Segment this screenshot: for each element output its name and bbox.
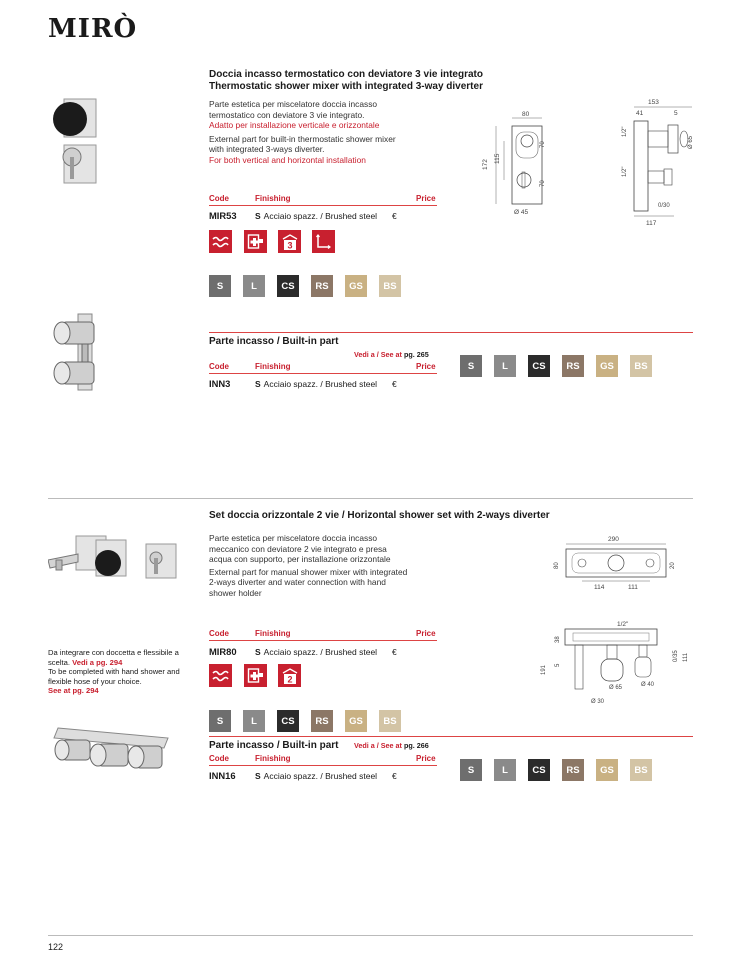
- price-currency: €: [392, 379, 397, 389]
- svg-text:1/2": 1/2": [617, 621, 629, 628]
- divider: [209, 205, 437, 206]
- section1-description: Parte estetica per miscelatore doccia incasso termostatico con deviatore 3 vie integrato. Adatto per installazione verticale e orizzontale External part for built-in thermostatic shower mixer with integrated 3-ways diverter. For both vertical and horizontal installation: [209, 99, 396, 165]
- product-code: INN16: [209, 770, 236, 781]
- swatch-rs: RS: [562, 355, 584, 377]
- code-header: Code: [209, 754, 229, 763]
- svg-text:1/2": 1/2": [622, 166, 628, 177]
- swatch-l: L: [243, 710, 265, 732]
- product-code: MIR53: [209, 210, 237, 221]
- code-header: Code: [209, 362, 229, 371]
- code-header: Code: [209, 194, 229, 203]
- svg-text:115: 115: [494, 153, 501, 164]
- swatch-bs: BS: [630, 759, 652, 781]
- svg-text:41: 41: [636, 110, 644, 117]
- svg-text:2: 2: [286, 674, 293, 684]
- hand-shower-note: Da integrare con doccetta e flessibile a scelta. Vedi a pg. 294 To be completed with hand shower and flexible hose of your choice. See at pg. 294: [48, 648, 180, 696]
- inn3-builtin-image: [48, 312, 104, 392]
- swatch-s: S: [209, 275, 231, 297]
- safety-stop-icon: [244, 664, 267, 687]
- finish-row: S Acciaio spazz. / Brushed steel: [255, 379, 378, 389]
- builtin2-title: Parte incasso / Built-in part: [209, 740, 339, 751]
- builtin2-see-at: Vedi a / See at pg. 266: [354, 741, 429, 750]
- finishing-header: Finishing: [255, 629, 291, 638]
- svg-text:114: 114: [594, 584, 605, 591]
- svg-text:117: 117: [646, 220, 657, 227]
- price-currency: €: [392, 647, 397, 657]
- divider: [209, 640, 437, 641]
- svg-text:Ø 40: Ø 40: [641, 682, 655, 688]
- finish-swatches: [209, 275, 409, 299]
- svg-text:0/35: 0/35: [673, 650, 679, 662]
- footer-divider: [48, 935, 693, 936]
- divider: [209, 736, 693, 737]
- swatch-gs: GS: [345, 710, 367, 732]
- price-currency: €: [392, 211, 397, 221]
- divider: [209, 765, 437, 766]
- svg-text:3: 3: [286, 240, 293, 250]
- finishing-header: Finishing: [255, 754, 291, 763]
- section2-description: Parte estetica per miscelatore doccia incasso meccanico con deviatore 2 vie integrato e presa acqua con supporto, per installazione orizzontale External part for manual shower mixer with integrated 2-ways diverter and water connection with hand shower holder: [209, 533, 408, 598]
- finishing-header: Finishing: [255, 362, 291, 371]
- mir53-product-image: [48, 95, 104, 191]
- swatch-bs: BS: [630, 355, 652, 377]
- 3-way-diverter-icon: [278, 230, 301, 253]
- svg-text:Ø 65: Ø 65: [609, 685, 623, 691]
- swatch-cs: CS: [277, 710, 299, 732]
- page-number: 122: [48, 942, 64, 952]
- code-header: Code: [209, 629, 229, 638]
- svg-text:Ø 65: Ø 65: [688, 135, 694, 149]
- divider: [209, 373, 437, 374]
- svg-text:70: 70: [540, 180, 546, 187]
- inn16-builtin-image: [48, 722, 172, 774]
- builtin1-title: Parte incasso / Built-in part: [209, 336, 339, 347]
- safety-stop-icon: [244, 230, 267, 253]
- svg-text:Ø 30: Ø 30: [591, 699, 605, 705]
- svg-text:5: 5: [555, 663, 561, 667]
- swatch-rs: RS: [562, 759, 584, 781]
- swatch-s: S: [209, 710, 231, 732]
- horizontal-front-drawing: [550, 533, 680, 595]
- svg-text:Ø 45: Ø 45: [514, 209, 529, 216]
- finish-row: S Acciaio spazz. / Brushed steel: [255, 211, 378, 221]
- swatch-cs: CS: [528, 759, 550, 781]
- thermostatic-icon: [209, 230, 232, 253]
- svg-text:80: 80: [554, 562, 560, 569]
- section-divider: [48, 498, 693, 499]
- horizontal-side-drawing: [535, 617, 695, 709]
- swatch-l: L: [243, 275, 265, 297]
- swatch-gs: GS: [345, 275, 367, 297]
- vertical-horizontal-icon: [312, 230, 335, 253]
- swatch-s: S: [460, 355, 482, 377]
- finish-swatches: [209, 710, 409, 734]
- mir80-product-image: [48, 528, 188, 584]
- svg-text:0/30: 0/30: [658, 203, 670, 209]
- price-currency: €: [392, 771, 397, 781]
- swatch-l: L: [494, 759, 516, 781]
- product-code: INN3: [209, 378, 231, 389]
- swatch-gs: GS: [596, 759, 618, 781]
- svg-text:111: 111: [683, 652, 689, 662]
- svg-text:191: 191: [541, 664, 547, 675]
- svg-text:5: 5: [674, 110, 678, 117]
- price-header: Price: [416, 754, 436, 763]
- swatch-rs: RS: [311, 275, 333, 297]
- svg-text:1/2": 1/2": [622, 126, 628, 137]
- svg-text:153: 153: [648, 99, 659, 106]
- finish-swatches: [460, 355, 660, 379]
- svg-text:38: 38: [555, 636, 561, 643]
- side-view-drawing: [608, 95, 698, 230]
- svg-text:70: 70: [540, 141, 546, 148]
- swatch-rs: RS: [311, 710, 333, 732]
- swatch-cs: CS: [277, 275, 299, 297]
- thermostatic-icon: [209, 664, 232, 687]
- svg-text:290: 290: [608, 536, 619, 543]
- price-header: Price: [416, 629, 436, 638]
- swatch-gs: GS: [596, 355, 618, 377]
- brand-logo: MIRÒ: [48, 14, 138, 44]
- price-header: Price: [416, 362, 436, 371]
- swatch-l: L: [494, 355, 516, 377]
- product-code: MIR80: [209, 646, 237, 657]
- 2-way-diverter-icon: [278, 664, 301, 687]
- svg-text:111: 111: [628, 584, 638, 591]
- finish-swatches: [460, 759, 660, 783]
- section2-title: Set doccia orizzontale 2 vie / Horizontal shower set with 2-ways diverter: [209, 510, 550, 521]
- swatch-cs: CS: [528, 355, 550, 377]
- finishing-header: Finishing: [255, 194, 291, 203]
- front-view-drawing: [474, 108, 584, 218]
- section1-title-it: Doccia incasso termostatico con deviatore 3 vie integrato: [209, 69, 483, 80]
- svg-text:20: 20: [670, 562, 676, 569]
- swatch-bs: BS: [379, 710, 401, 732]
- divider: [209, 332, 693, 333]
- svg-text:80: 80: [522, 111, 530, 118]
- section1-title-en: Thermostatic shower mixer with integrated 3-way diverter: [209, 81, 483, 92]
- finish-row: S Acciaio spazz. / Brushed steel: [255, 771, 378, 781]
- finish-row: S Acciaio spazz. / Brushed steel: [255, 647, 378, 657]
- price-header: Price: [416, 194, 436, 203]
- swatch-s: S: [460, 759, 482, 781]
- svg-text:172: 172: [482, 159, 489, 170]
- builtin1-see-at: Vedi a / See at pg. 265: [354, 350, 429, 359]
- swatch-bs: BS: [379, 275, 401, 297]
